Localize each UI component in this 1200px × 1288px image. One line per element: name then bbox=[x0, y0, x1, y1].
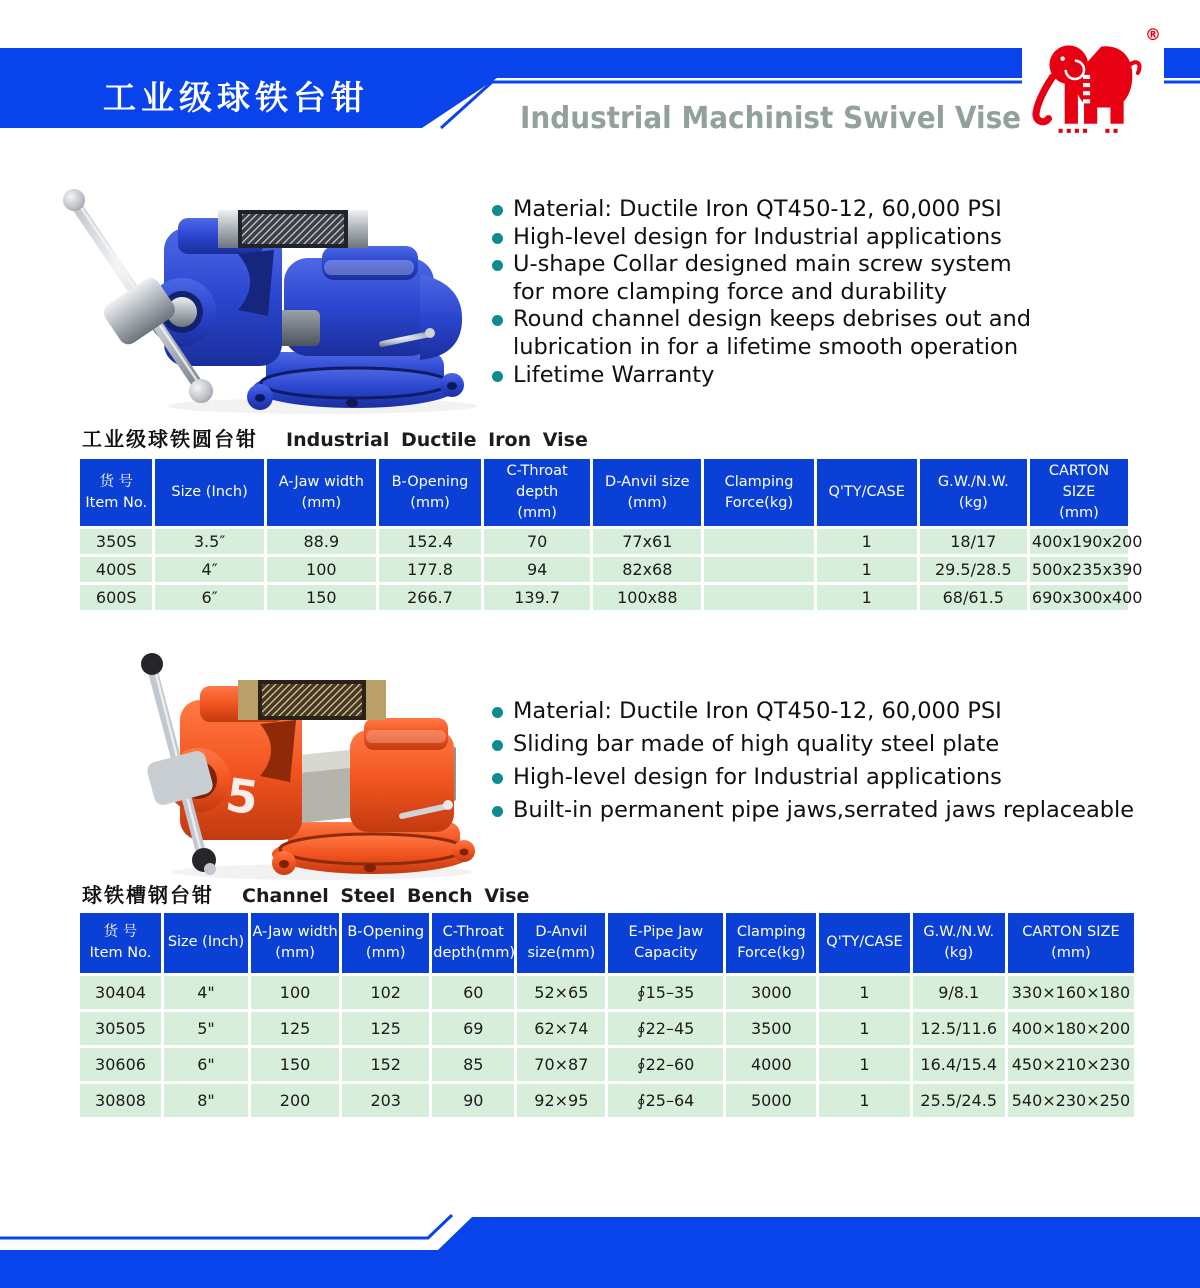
cell: 92×95 bbox=[517, 1084, 605, 1117]
col-header: CARTON SIZE (mm) bbox=[1008, 913, 1134, 973]
cell: 139.7 bbox=[484, 585, 590, 610]
col-header: Q'TY/CASE bbox=[817, 459, 917, 526]
col-header: A-Jaw width (mm) bbox=[251, 913, 339, 973]
col-header: 货 号 Item No. bbox=[80, 459, 152, 526]
cell: 5" bbox=[164, 1012, 248, 1045]
cell: 30606 bbox=[80, 1048, 161, 1081]
cell: 62×74 bbox=[517, 1012, 605, 1045]
cell: ∮22–45 bbox=[608, 1012, 723, 1045]
bullet-icon bbox=[492, 260, 503, 271]
cell: 1 bbox=[819, 976, 909, 1009]
table-row bbox=[80, 585, 1128, 610]
list-item: Round channel design keeps debrises out and lubrication in for a lifetime smooth operation bbox=[492, 306, 1031, 361]
section-title-en: Industrial Ductile Iron Vise bbox=[286, 429, 588, 451]
cell: 82x68 bbox=[593, 557, 701, 582]
cell: 203 bbox=[342, 1084, 429, 1117]
cell: 18/17 bbox=[920, 529, 1027, 554]
cell: 6″ bbox=[155, 585, 263, 610]
cell: 4000 bbox=[726, 1048, 816, 1081]
section-title-en: Channel Steel Bench Vise bbox=[242, 885, 530, 907]
cell: 70 bbox=[484, 529, 590, 554]
bullet-icon bbox=[492, 806, 503, 817]
list-item: U-shape Collar designed main screw system for more clamping force and durability bbox=[492, 251, 1031, 306]
col-header: Clamping Force(kg) bbox=[726, 913, 816, 973]
elephant-logo-icon bbox=[1022, 24, 1144, 136]
cell: 100 bbox=[267, 557, 376, 582]
list-item: High-level design for Industrial applications bbox=[492, 224, 1031, 252]
col-header: Clamping Force(kg) bbox=[704, 459, 813, 526]
cell: 29.5/28.5 bbox=[920, 557, 1027, 582]
cell: 90 bbox=[432, 1084, 514, 1117]
bullet-icon bbox=[492, 707, 503, 718]
cell bbox=[704, 557, 813, 582]
cell: 150 bbox=[251, 1048, 339, 1081]
cell: 70×87 bbox=[517, 1048, 605, 1081]
cell: 4″ bbox=[155, 557, 263, 582]
blue-vise-photo bbox=[22, 162, 482, 417]
cell: 1 bbox=[817, 529, 917, 554]
cell: 177.8 bbox=[379, 557, 481, 582]
cell: 125 bbox=[251, 1012, 339, 1045]
cell: 5000 bbox=[726, 1084, 816, 1117]
table-row bbox=[80, 529, 1128, 554]
cell: 330×160×180 bbox=[1008, 976, 1134, 1009]
col-header: Size (Inch) bbox=[155, 459, 263, 526]
bullet-icon bbox=[492, 233, 503, 244]
cell: 52×65 bbox=[517, 976, 605, 1009]
cell: 152 bbox=[342, 1048, 429, 1081]
page-title-cn: 工业级球铁台钳 bbox=[103, 78, 369, 117]
col-header: B-Opening (mm) bbox=[379, 459, 481, 526]
vise-top-jaws bbox=[238, 680, 386, 720]
cell: 400×180×200 bbox=[1008, 1012, 1134, 1045]
col-header: G.W./N.W. (kg) bbox=[920, 459, 1027, 526]
vise-rear-body bbox=[350, 718, 454, 832]
col-header: CARTON SIZE (mm) bbox=[1030, 459, 1128, 526]
ductile-iron-vise-table bbox=[77, 456, 1143, 613]
cell: 3500 bbox=[726, 1012, 816, 1045]
col-header: Size (Inch) bbox=[164, 913, 248, 973]
cell: 3.5″ bbox=[155, 529, 263, 554]
table-header-row bbox=[80, 459, 1128, 526]
cell: 266.7 bbox=[379, 585, 481, 610]
cell: 8" bbox=[164, 1084, 248, 1117]
cell: 69 bbox=[432, 1012, 514, 1045]
col-header: Q'TY/CASE bbox=[819, 913, 909, 973]
cell: ∮25–64 bbox=[608, 1084, 723, 1117]
cell: 350S bbox=[80, 529, 152, 554]
bullet-icon bbox=[492, 740, 503, 751]
cell: 30505 bbox=[80, 1012, 161, 1045]
table-row bbox=[80, 1084, 1134, 1117]
cell: 16.4/15.4 bbox=[913, 1048, 1005, 1081]
cell: 450×210×230 bbox=[1008, 1048, 1134, 1081]
list-item: Built-in permanent pipe jaws,serrated jaws replaceable bbox=[492, 797, 1134, 825]
page-title-en: Industrial Machinist Swivel Vise bbox=[520, 101, 1022, 136]
cell: 690x300x400 bbox=[1030, 585, 1128, 610]
cell: 30808 bbox=[80, 1084, 161, 1117]
cell: 12.5/11.6 bbox=[913, 1012, 1005, 1045]
bullet-icon bbox=[492, 773, 503, 784]
col-header: 货 号 Item No. bbox=[80, 913, 161, 973]
cell: 150 bbox=[267, 585, 376, 610]
list-item: High-level design for Industrial applications bbox=[492, 764, 1134, 792]
cell: 30404 bbox=[80, 976, 161, 1009]
cell: 88.9 bbox=[267, 529, 376, 554]
registered-trademark: ® bbox=[1145, 25, 1161, 44]
vise-size-label: 5 bbox=[222, 767, 262, 826]
bullet-icon bbox=[492, 205, 503, 216]
cell: 600S bbox=[80, 585, 152, 610]
cell: 500x235x390 bbox=[1030, 557, 1128, 582]
cell: 1 bbox=[819, 1084, 909, 1117]
section-title-1 bbox=[82, 423, 588, 452]
footer-band bbox=[0, 1208, 1200, 1288]
cell: 60 bbox=[432, 976, 514, 1009]
cell bbox=[704, 585, 813, 610]
cell: 1 bbox=[817, 557, 917, 582]
vise-top-jaws bbox=[218, 210, 368, 248]
feature-list-2 bbox=[492, 698, 1134, 830]
cell: 6" bbox=[164, 1048, 248, 1081]
col-header: C-Throat depth(mm) bbox=[432, 913, 514, 973]
col-header: C-Throat depth (mm) bbox=[484, 459, 590, 526]
cell: 125 bbox=[342, 1012, 429, 1045]
col-header: B-Opening (mm) bbox=[342, 913, 429, 973]
cell: 94 bbox=[484, 557, 590, 582]
cell: 68/61.5 bbox=[920, 585, 1027, 610]
section-title-cn: 工业级球铁圆台钳 bbox=[82, 427, 258, 451]
cell: 25.5/24.5 bbox=[913, 1084, 1005, 1117]
vise-handle bbox=[141, 653, 216, 875]
cell: 100 bbox=[251, 976, 339, 1009]
cell: 9/8.1 bbox=[913, 976, 1005, 1009]
cell: 3000 bbox=[726, 976, 816, 1009]
cell: 1 bbox=[819, 1048, 909, 1081]
table-row bbox=[80, 976, 1134, 1009]
brand-logo bbox=[1022, 24, 1164, 148]
cell: ∮15–35 bbox=[608, 976, 723, 1009]
feature-list-1 bbox=[492, 196, 1031, 389]
cell: 540×230×250 bbox=[1008, 1084, 1134, 1117]
cell: 152.4 bbox=[379, 529, 481, 554]
col-header: D-Anvil size(mm) bbox=[517, 913, 605, 973]
cell: 77x61 bbox=[593, 529, 701, 554]
cell: 85 bbox=[432, 1048, 514, 1081]
channel-steel-vise-table bbox=[77, 910, 1137, 1120]
bullet-icon bbox=[492, 371, 503, 382]
list-item: Lifetime Warranty bbox=[492, 362, 1031, 390]
table-header-row bbox=[80, 913, 1134, 973]
cell: 200 bbox=[251, 1084, 339, 1117]
cell: 400S bbox=[80, 557, 152, 582]
cell: 100x88 bbox=[593, 585, 701, 610]
cell: 400x190x200 bbox=[1030, 529, 1128, 554]
list-item: Material: Ductile Iron QT450-12, 60,000 PSI bbox=[492, 196, 1031, 224]
list-item: Material: Ductile Iron QT450-12, 60,000 PSI bbox=[492, 698, 1134, 726]
cell: 102 bbox=[342, 976, 429, 1009]
col-header: E-Pipe Jaw Capacity bbox=[608, 913, 723, 973]
cell: ∮22–60 bbox=[608, 1048, 723, 1081]
cell bbox=[704, 529, 813, 554]
bullet-icon bbox=[492, 315, 503, 326]
section-title-2 bbox=[82, 879, 529, 908]
table-row bbox=[80, 1012, 1134, 1045]
col-header: G.W./N.W. (kg) bbox=[913, 913, 1005, 973]
cell: 4" bbox=[164, 976, 248, 1009]
table-row bbox=[80, 557, 1128, 582]
cell: 1 bbox=[817, 585, 917, 610]
col-header: A-Jaw width (mm) bbox=[267, 459, 376, 526]
col-header: D-Anvil size (mm) bbox=[593, 459, 701, 526]
cell: 1 bbox=[819, 1012, 909, 1045]
table-row bbox=[80, 1048, 1134, 1081]
section-title-cn: 球铁槽钢台钳 bbox=[82, 883, 214, 907]
orange-vise-photo bbox=[52, 628, 482, 883]
list-item: Sliding bar made of high quality steel plate bbox=[492, 731, 1134, 759]
